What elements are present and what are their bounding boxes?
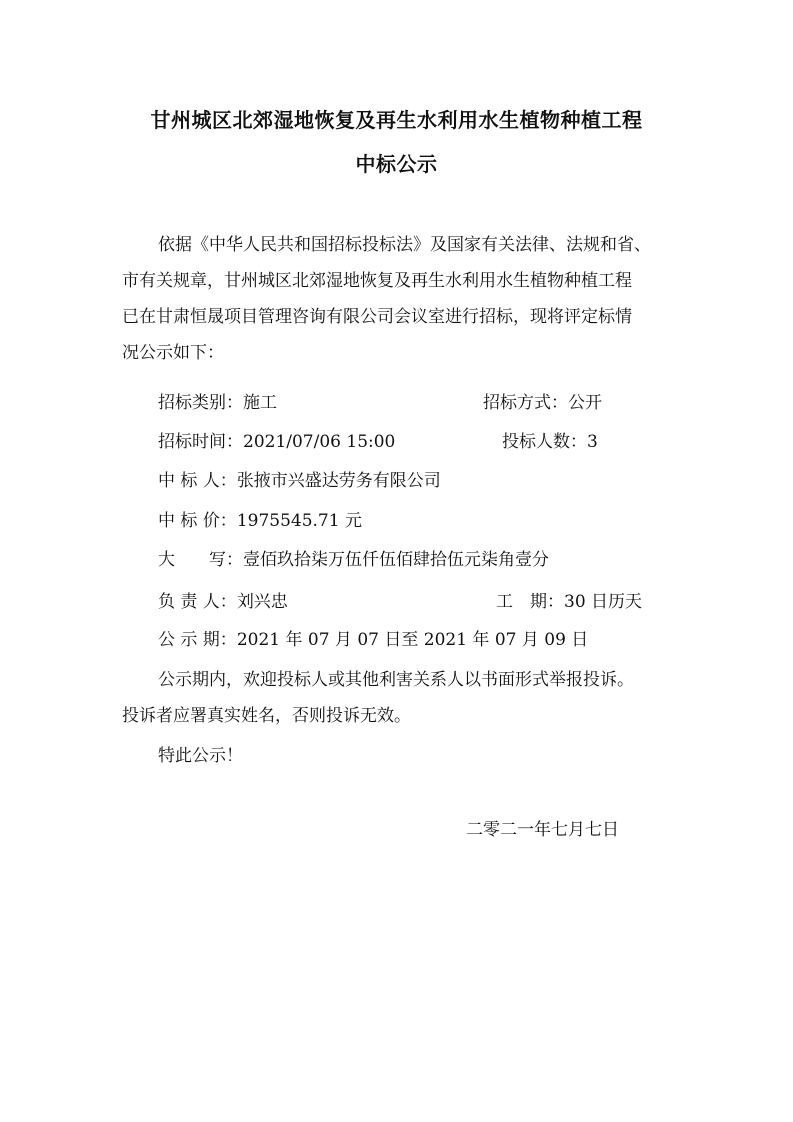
price-label: 中 标 价： bbox=[158, 511, 237, 531]
intro-line-3: 已在甘肃恒晟项目管理咨询有限公司会议室进行招标，现将评定标情 bbox=[122, 307, 632, 327]
field-capital bbox=[158, 548, 549, 572]
intro-line-4: 况公示如下： bbox=[122, 343, 224, 363]
intro-line-1: 依据《中华人民共和国招标投标法》及国家有关法律、法规和省、 bbox=[158, 235, 651, 255]
winner-value: 张掖市兴盛达劳务有限公司 bbox=[236, 471, 441, 491]
field-time bbox=[158, 430, 395, 454]
bidders-label: 投标人数： bbox=[502, 432, 587, 452]
category-label: 招标类别： bbox=[158, 393, 243, 413]
capital-label: 大 写： bbox=[158, 550, 243, 570]
method-label: 招标方式： bbox=[483, 393, 568, 413]
notice-label: 公 示 期： bbox=[158, 630, 237, 650]
intro-line-2: 市有关规章，甘州城区北郊湿地恢复及再生水利用水生植物种植工程 bbox=[122, 271, 632, 291]
closing-statement: 特此公示！ bbox=[158, 746, 243, 766]
field-period bbox=[496, 590, 642, 614]
manager-value: 刘兴忠 bbox=[236, 592, 288, 612]
notice-value: 2021 年 07 月 07 日至 2021 年 07 月 09 日 bbox=[236, 630, 589, 650]
intro-paragraph bbox=[122, 227, 682, 371]
field-manager bbox=[158, 590, 288, 614]
field-method bbox=[483, 391, 602, 415]
field-winner bbox=[158, 469, 441, 493]
time-label: 招标时间： bbox=[158, 432, 243, 452]
manager-label: 负 责 人： bbox=[158, 592, 237, 612]
method-value: 公开 bbox=[568, 393, 602, 413]
document-subtitle: 中标公示 bbox=[355, 152, 438, 176]
winner-label: 中 标 人： bbox=[158, 471, 237, 491]
closing-line-2: 投诉者应署真实姓名，否则投诉无效。 bbox=[122, 706, 411, 726]
period-label: 工 期： bbox=[496, 592, 564, 612]
price-value: 1975545.71 元 bbox=[236, 511, 362, 531]
field-notice-period bbox=[158, 628, 588, 652]
capital-value: 壹佰玖拾柒万伍仟伍佰肆拾伍元柒角壹分 bbox=[243, 550, 549, 570]
field-category bbox=[158, 391, 277, 415]
field-bidders bbox=[502, 430, 598, 454]
bidders-value: 3 bbox=[587, 432, 598, 452]
closing-paragraph bbox=[122, 662, 682, 734]
document-title: 甘州城区北郊湿地恢复及再生水利用水生植物种植工程 bbox=[150, 108, 643, 132]
time-value: 2021/07/06 15:00 bbox=[243, 432, 396, 452]
issue-date: 二零二一年七月七日 bbox=[466, 820, 619, 840]
closing-line-1: 公示期内，欢迎投标人或其他利害关系人以书面形式举报投诉。 bbox=[158, 670, 634, 690]
field-price bbox=[158, 509, 362, 533]
period-value: 30 日历天 bbox=[564, 592, 643, 612]
category-value: 施工 bbox=[243, 393, 277, 413]
